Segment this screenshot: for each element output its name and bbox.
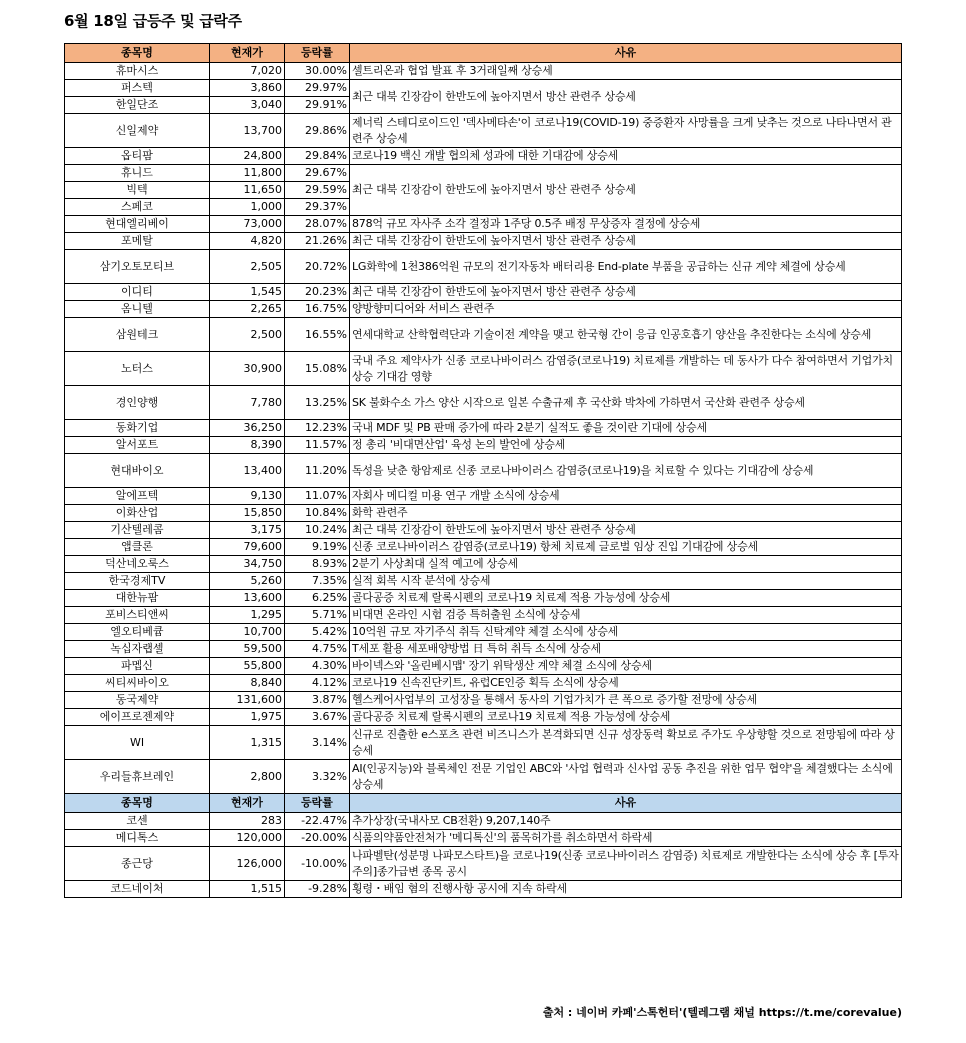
stock-rate: -22.47% (285, 813, 350, 830)
table-row (65, 80, 902, 97)
table-row (65, 607, 902, 624)
stock-name: 알서포트 (65, 437, 210, 454)
stock-reason: 코로나19 백신 개발 협의체 성과에 대한 기대감에 상승세 (350, 148, 902, 165)
stock-price: 3,040 (210, 97, 285, 114)
stock-reason: 자회사 메디컬 미용 연구 개발 소식에 상승세 (350, 488, 902, 505)
stock-reason: T세포 활용 세포배양방법 日 특허 취득 소식에 상승세 (350, 641, 902, 658)
stock-price: 24,800 (210, 148, 285, 165)
stock-name: 옴니텔 (65, 301, 210, 318)
stock-price: 1,975 (210, 709, 285, 726)
stock-reason: 비대면 온라인 시험 검증 특허출원 소식에 상승세 (350, 607, 902, 624)
stock-name: 퍼스텍 (65, 80, 210, 97)
table-row (65, 454, 902, 488)
stock-price: 10,700 (210, 624, 285, 641)
stock-price: 55,800 (210, 658, 285, 675)
stock-reason: 독성을 낮춘 항암제로 신종 코로나바이러스 감염증(코로나19)을 치료할 수 있다는 기대감에 상승세 (350, 454, 902, 488)
stock-name: 현대바이오 (65, 454, 210, 488)
stock-price: 15,850 (210, 505, 285, 522)
stock-rate: 29.97% (285, 80, 350, 97)
stock-table (64, 43, 902, 898)
table-row (65, 301, 902, 318)
stock-reason: 제너릭 스테디로이드인 '덱사메타손'이 코로나19(COVID-19) 중증환자 사망률을 크게 낮추는 것으로 나타나면서 관련주 상승세 (350, 114, 902, 148)
stock-price: 1,545 (210, 284, 285, 301)
stock-price: 1,515 (210, 881, 285, 898)
stock-rate: 20.72% (285, 250, 350, 284)
stock-price: 120,000 (210, 830, 285, 847)
stock-reason: SK 불화수소 가스 양산 시작으로 일본 수출규제 후 국산화 박차에 가하면서 국산화 관련주 상승세 (350, 386, 902, 420)
table-row (65, 318, 902, 352)
table-row (65, 216, 902, 233)
stock-price: 7,780 (210, 386, 285, 420)
stock-price: 73,000 (210, 216, 285, 233)
stock-name: 앱클론 (65, 539, 210, 556)
table-row (65, 386, 902, 420)
stock-name: 스페코 (65, 199, 210, 216)
stock-price: 2,800 (210, 760, 285, 794)
stock-name: 포메탈 (65, 233, 210, 250)
stock-price: 8,840 (210, 675, 285, 692)
stock-rate: 4.30% (285, 658, 350, 675)
stock-reason: 국내 MDF 및 PB 판매 증가에 따라 2분기 실적도 좋을 것이란 기대에 상승세 (350, 420, 902, 437)
table-row (65, 692, 902, 709)
stock-price: 5,260 (210, 573, 285, 590)
stock-name: 녹십자랩셀 (65, 641, 210, 658)
header-rate: 등락률 (285, 794, 350, 813)
stock-reason: 셀트리온과 협업 발표 후 3거래일째 상승세 (350, 63, 902, 80)
stock-rate: 13.25% (285, 386, 350, 420)
stock-rate: 11.57% (285, 437, 350, 454)
stock-price: 2,505 (210, 250, 285, 284)
stock-price: 59,500 (210, 641, 285, 658)
stock-name: 현대엘리베이 (65, 216, 210, 233)
stock-name: 휴마시스 (65, 63, 210, 80)
stock-reason: 2분기 사상최대 실적 예고에 상승세 (350, 556, 902, 573)
stock-rate: 29.86% (285, 114, 350, 148)
stock-name: 에이프로젠제약 (65, 709, 210, 726)
stock-reason: 연세대학교 산학협력단과 기술이전 계약을 맺고 한국형 간이 응급 인공호흡기 양산을 추진한다는 소식에 상승세 (350, 318, 902, 352)
stock-reason: 화학 관련주 (350, 505, 902, 522)
stock-price: 1,315 (210, 726, 285, 760)
stock-name: 코드네이처 (65, 881, 210, 898)
stock-reason: AI(인공지능)와 블록체인 전문 기업인 ABC와 '사업 협력과 신사업 공동 추진을 위한 업무 협약'을 체결했다는 소식에 상승세 (350, 760, 902, 794)
table-row (65, 709, 902, 726)
table-row (65, 63, 902, 80)
table-row (65, 165, 902, 182)
table-row (65, 233, 902, 250)
stock-rate: 8.93% (285, 556, 350, 573)
stock-price: 283 (210, 813, 285, 830)
stock-rate: 28.07% (285, 216, 350, 233)
stock-rate: 12.23% (285, 420, 350, 437)
stock-reason: 양방향미디어와 서비스 관련주 (350, 301, 902, 318)
stock-reason: 최근 대북 긴장감이 한반도에 높아지면서 방산 관련주 상승세 (350, 233, 902, 250)
stock-name: 한일단조 (65, 97, 210, 114)
stock-price: 2,500 (210, 318, 285, 352)
stock-name: 한국경제TV (65, 573, 210, 590)
stock-name: 기산텔레콤 (65, 522, 210, 539)
stock-price: 131,600 (210, 692, 285, 709)
header-reason: 사유 (350, 794, 902, 813)
table-row (65, 658, 902, 675)
stock-price: 7,020 (210, 63, 285, 80)
stock-reason: 골다공증 치료제 랄록시펜의 코로나19 치료제 적용 가능성에 상승세 (350, 590, 902, 607)
stock-rate: 3.14% (285, 726, 350, 760)
stock-rate: 4.12% (285, 675, 350, 692)
stock-reason: LG화학에 1천386억원 규모의 전기자동차 배터리용 End-plate 부품을 공급하는 신규 계약 체결에 상승세 (350, 250, 902, 284)
losers-header-row (65, 794, 902, 813)
stock-name: 대한뉴팜 (65, 590, 210, 607)
stock-rate: 11.20% (285, 454, 350, 488)
table-row (65, 726, 902, 760)
stock-rate: 4.75% (285, 641, 350, 658)
stock-rate: 29.91% (285, 97, 350, 114)
stock-reason: 878억 규모 자사주 소각 결정과 1주당 0.5주 배정 무상증자 결정에 상승세 (350, 216, 902, 233)
stock-price: 126,000 (210, 847, 285, 881)
table-row (65, 488, 902, 505)
table-row (65, 641, 902, 658)
header-name: 종목명 (65, 794, 210, 813)
table-row (65, 505, 902, 522)
stock-price: 1,295 (210, 607, 285, 624)
header-price: 현재가 (210, 44, 285, 63)
stock-reason: 신규로 진출한 e스포츠 관련 비즈니스가 본격화되면 신규 성장동력 확보로 주가도 우상향할 것으로 전망됨에 따라 상승세 (350, 726, 902, 760)
table-row (65, 573, 902, 590)
table-row (65, 590, 902, 607)
table-row (65, 250, 902, 284)
stock-rate: -10.00% (285, 847, 350, 881)
table-row (65, 813, 902, 830)
stock-name: WI (65, 726, 210, 760)
stock-price: 2,265 (210, 301, 285, 318)
stock-name: 빅텍 (65, 182, 210, 199)
stock-name: 엘오티베큠 (65, 624, 210, 641)
stock-name: 옵티팜 (65, 148, 210, 165)
stock-reason: 헬스케어사업부의 고성장을 통해서 동사의 기업가치가 큰 폭으로 증가할 전망에 상승세 (350, 692, 902, 709)
stock-name: 종근당 (65, 847, 210, 881)
gainers-header-row (65, 44, 902, 63)
stock-price: 13,600 (210, 590, 285, 607)
stock-name: 신일제약 (65, 114, 210, 148)
header-price: 현재가 (210, 794, 285, 813)
table-row (65, 114, 902, 148)
stock-rate: 29.84% (285, 148, 350, 165)
stock-price: 13,400 (210, 454, 285, 488)
stock-name: 메디톡스 (65, 830, 210, 847)
stock-rate: 5.42% (285, 624, 350, 641)
header-reason: 사유 (350, 44, 902, 63)
stock-name: 코센 (65, 813, 210, 830)
header-name: 종목명 (65, 44, 210, 63)
stock-rate: 29.67% (285, 165, 350, 182)
table-row (65, 760, 902, 794)
stock-name: 이화산업 (65, 505, 210, 522)
stock-rate: 16.75% (285, 301, 350, 318)
stock-price: 36,250 (210, 420, 285, 437)
stock-rate: 30.00% (285, 63, 350, 80)
stock-name: 알에프텍 (65, 488, 210, 505)
stock-rate: 29.37% (285, 199, 350, 216)
stock-name: 삼원테크 (65, 318, 210, 352)
table-row (65, 830, 902, 847)
stock-rate: -9.28% (285, 881, 350, 898)
stock-rate: 10.24% (285, 522, 350, 539)
stock-name: 동국제약 (65, 692, 210, 709)
stock-reason: 최근 대북 긴장감이 한반도에 높아지면서 방산 관련주 상승세 (350, 522, 902, 539)
stock-reason: 나파벨탄(성분명 나파모스타트)을 코로나19(신종 코로나바이러스 감염증) 치료제로 개발한다는 소식에 상승 후 [투자주의]종가급변 종목 공시 (350, 847, 902, 881)
stock-rate: 15.08% (285, 352, 350, 386)
table-row (65, 522, 902, 539)
stock-rate: 10.84% (285, 505, 350, 522)
table-row (65, 284, 902, 301)
stock-rate: 11.07% (285, 488, 350, 505)
stock-reason: 바이넥스와 '올린베시맵' 장기 위탁생산 계약 체결 소식에 상승세 (350, 658, 902, 675)
stock-rate: 16.55% (285, 318, 350, 352)
stock-price: 9,130 (210, 488, 285, 505)
stock-price: 1,000 (210, 199, 285, 216)
stock-rate: 9.19% (285, 539, 350, 556)
stock-rate: 7.35% (285, 573, 350, 590)
table-row (65, 624, 902, 641)
table-row (65, 437, 902, 454)
stock-reason: 추가상장(국내사모 CB전환) 9,207,140주 (350, 813, 902, 830)
stock-rate: 3.67% (285, 709, 350, 726)
stock-name: 덕산네오룩스 (65, 556, 210, 573)
stock-rate: 29.59% (285, 182, 350, 199)
stock-reason: 최근 대북 긴장감이 한반도에 높아지면서 방산 관련주 상승세 (350, 165, 902, 216)
stock-price: 11,650 (210, 182, 285, 199)
stock-reason: 신종 코로나바이러스 감염증(코로나19) 항체 치료제 글로벌 임상 진입 기대감에 상승세 (350, 539, 902, 556)
stock-price: 30,900 (210, 352, 285, 386)
stock-rate: 3.87% (285, 692, 350, 709)
stock-name: 휴니드 (65, 165, 210, 182)
stock-reason: 최근 대북 긴장감이 한반도에 높아지면서 방산 관련주 상승세 (350, 80, 902, 114)
stock-price: 8,390 (210, 437, 285, 454)
stock-reason: 정 총리 '비대면산업' 육성 논의 발언에 상승세 (350, 437, 902, 454)
table-row (65, 539, 902, 556)
stock-rate: 3.32% (285, 760, 350, 794)
stock-reason: 최근 대북 긴장감이 한반도에 높아지면서 방산 관련주 상승세 (350, 284, 902, 301)
stock-name: 경인양행 (65, 386, 210, 420)
stock-reason: 10억원 규모 자기주식 취득 신탁계약 체결 소식에 상승세 (350, 624, 902, 641)
stock-price: 79,600 (210, 539, 285, 556)
table-row (65, 675, 902, 692)
table-row (65, 847, 902, 881)
stock-name: 이디티 (65, 284, 210, 301)
stock-price: 13,700 (210, 114, 285, 148)
stock-rate: 21.26% (285, 233, 350, 250)
source-note: 출처 : 네이버 카페'스톡헌터'(텔레그램 채널 https://t.me/corevalue) (542, 1006, 902, 1019)
stock-price: 34,750 (210, 556, 285, 573)
stock-name: 동화기업 (65, 420, 210, 437)
table-row (65, 556, 902, 573)
stock-price: 3,175 (210, 522, 285, 539)
stock-reason: 실적 회복 시작 분석에 상승세 (350, 573, 902, 590)
stock-name: 씨티씨바이오 (65, 675, 210, 692)
table-row (65, 881, 902, 898)
stock-rate: -20.00% (285, 830, 350, 847)
stock-reason: 골다공증 치료제 랄록시펜의 코로나19 치료제 적용 가능성에 상승세 (350, 709, 902, 726)
table-row (65, 148, 902, 165)
stock-reason: 코로나19 신속진단키트, 유럽CE인증 획득 소식에 상승세 (350, 675, 902, 692)
stock-name: 우리들휴브레인 (65, 760, 210, 794)
table-row (65, 420, 902, 437)
header-rate: 등락률 (285, 44, 350, 63)
stock-name: 파멥신 (65, 658, 210, 675)
stock-name: 포비스티앤씨 (65, 607, 210, 624)
stock-price: 3,860 (210, 80, 285, 97)
stock-reason: 횡령・배임 혐의 진행사항 공시에 지속 하락세 (350, 881, 902, 898)
stock-reason: 식품의약품안전처가 '메디톡신'의 품목허가를 취소하면서 하락세 (350, 830, 902, 847)
table-row (65, 352, 902, 386)
stock-reason: 국내 주요 제약사가 신종 코로나바이러스 감염증(코로나19) 치료제를 개발하는 데 동사가 다수 참여하면서 기업가치 상승 기대감 영향 (350, 352, 902, 386)
stock-price: 4,820 (210, 233, 285, 250)
stock-name: 노터스 (65, 352, 210, 386)
stock-rate: 5.71% (285, 607, 350, 624)
stock-rate: 6.25% (285, 590, 350, 607)
stock-price: 11,800 (210, 165, 285, 182)
stock-name: 삼기오토모티브 (65, 250, 210, 284)
stock-rate: 20.23% (285, 284, 350, 301)
page-title: 6월 18일 급등주 및 급락주 (64, 12, 242, 30)
